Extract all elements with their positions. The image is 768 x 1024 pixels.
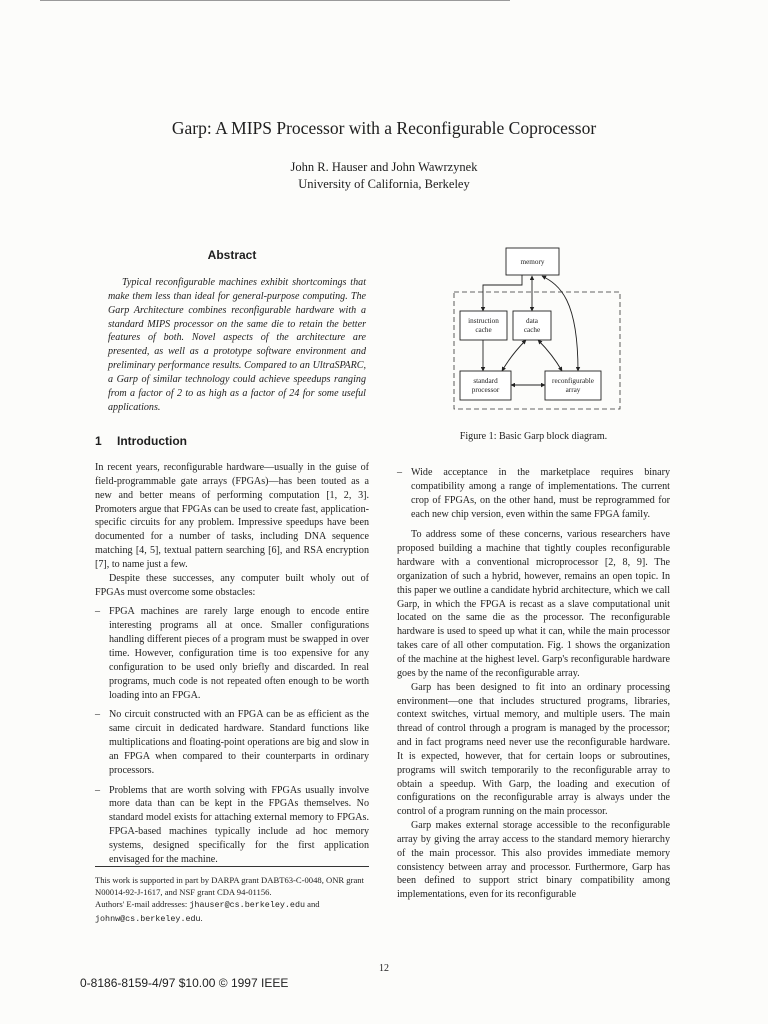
page-number: 12 [379,963,389,974]
section-heading [95,434,187,448]
instruction-cache-label-2: cache [475,326,492,334]
abstract-body [108,276,366,414]
array-label-1: reconfigurable [552,377,594,385]
right-paragraph-1: To address some of these concerns, various researchers have proposed building a machine that tightly couples reconfigurable hardware with a conventional microprocessor [2, 8, 9]. The organization of such a hybrid, however, remains an open topic. In this paper we outline a candidate hybrid architecture, which we call Garp, in which the FPGA is recast as a slave computational unit located on the same die as the processor. The reconfigurable hardware is used to speed up what it can, while the main processor takes care of all other computation. Fig. 1 shows the organization of the machine at the highest level. Garp's reconfigurable hardware goes by the name of the reconfigurable array. [397,529,670,679]
paper-title: Garp: A MIPS Processor with a Reconfigurable Coprocessor [171,118,597,138]
section-title: Introduction [117,434,187,448]
section-number: 1 [95,434,102,448]
authors: John R. Hauser and John Wawrzynek [290,160,478,174]
abstract-text: Typical reconfigurable machines exhibit shortcomings that make them less than ideal for general-purpose computing. The Garp Architecture combines reconfigurable hardware with a standard MIPS processor on the same die to retain the better features of both. Novel aspects of the architecture are presented, as well as a prototype software environment and preliminary performance results. Compared to an UltraSPARC, a Garp of similar technology could achieve speedups ranging from a factor of 2 to as high as a factor of 24 for some useful applications. [108,277,366,413]
processor-label-2: processor [471,386,500,394]
author-block [0,159,768,193]
garp-block-diagram [450,245,625,417]
intro-paragraph-2: Despite these successes, any computer built wholy out of FPGAs must overcome some obstacles: [95,572,369,598]
abstract-heading: Abstract [207,248,257,262]
memory-label: memory [520,258,545,266]
obstacle-list [95,605,369,866]
obstacle-item: – Problems that are worth solving with FPGAs usually involve more data than can be kept in the FPGAs themselves. No standard model exists for attaching external memory to FPGAs. FPGA-based machines typically include ad hoc memory systems, designed specifically for the first application envisaged for the machine. [95,784,369,867]
data-cache-label-1: data [526,317,538,325]
obstacle-item: – Wide acceptance in the marketplace requires binary compatibility among a range of implementations. The current crop of FPGAs, on the other hand, must be reprogrammed for each new chip version, even within the same FPGA family. [397,466,670,521]
footnote-funding: This work is supported in part by DARPA grant DABT63-C-0048, ONR grant N00014-92-J-1617, and NSF grant CDA 94-01156. [95,875,364,898]
footnote-rule [95,866,369,867]
affiliation: University of California, Berkeley [298,177,470,191]
right-paragraph-2: Garp has been designed to fit into an ordinary processing environment—one that includes structured programs, libraries, context switches, virtual memory, and multiple users. The main thread of control through a program is managed by the processor; and in fact programs need never use the reconfigurable hardware. It is expected, however, that for certain loops or subroutines, programs will switch temporarily to the reconfigurable array to obtain a speedup. With Garp, the loading and execution of configurations on the reconfigurable array is always under the control of a program running on the main processor. [397,681,670,818]
right-column-body [397,466,670,902]
footnote-and: and [307,899,320,910]
processor-label-1: standard [473,377,498,385]
footnote [95,874,369,925]
scan-edge-line [40,0,510,1]
arrow-dcache-array [538,340,562,371]
email-hauser[interactable]: jhauser@cs.berkeley.edu [189,900,306,911]
obstacle-item: – FPGA machines are rarely large enough to encode entire interesting programs all at once. Smaller configurations handling different pieces of a program must be swapped in over time. However, configuration time is too expensive for any configuration to be used only briefly and discarded. In real programs, much code is not repeated often enough to be worth loading into an FPGA. [95,605,369,702]
right-paragraph-3: Garp makes external storage accessible to the reconfigurable array by giving the array access to the standard memory hierarchy of the main processor. This also provides immediate memory consistency between array and processor. Furthermore, Garp has been defined to support strict binary compatibility among implementations, even for its reconfigurable [397,820,670,901]
footnote-emails [95,898,369,924]
arrow-memory-to-icache [483,275,522,311]
introduction-body [95,461,369,867]
obstacle-list-continued [397,466,670,521]
array-label-2: array [565,386,581,394]
footnote-email-label: Authors' E-mail addresses: [95,899,188,910]
arrow-dcache-processor [502,340,526,371]
intro-paragraph-1: In recent years, reconfigurable hardware—usually in the guise of field-programmable gate arrays (FPGAs)—has been touted as a new and better means of performing computation [1, 2, 3]. Promoters argue that FPGAs can be used to create fast, application-specific circuits for any problem. Impressive speedups have been documented for a number of tasks, including DNA sequence matching [4, 5], textual pattern searching [6], and RSA encryption [7], to name just a few. [95,462,369,570]
obstacle-item: – No circuit constructed with an FPGA can be as efficient as the same circuit in dedicated hardware. Standard functions like multiplications and floating-point operations are big and slow in an FPGA when compared to their counterparts in ordinary processors. [95,708,369,777]
figure-caption: Figure 1: Basic Garp block diagram. [459,431,608,442]
email-wawrzynek[interactable]: johnw@cs.berkeley.edu [95,913,201,924]
data-cache-label-2: cache [523,326,541,334]
copyright-line: 0-8186-8159-4/97 $10.00 © 1997 IEEE [80,976,289,990]
footnote-period: . [200,912,203,923]
instruction-cache-label-1: instruction [468,317,499,325]
